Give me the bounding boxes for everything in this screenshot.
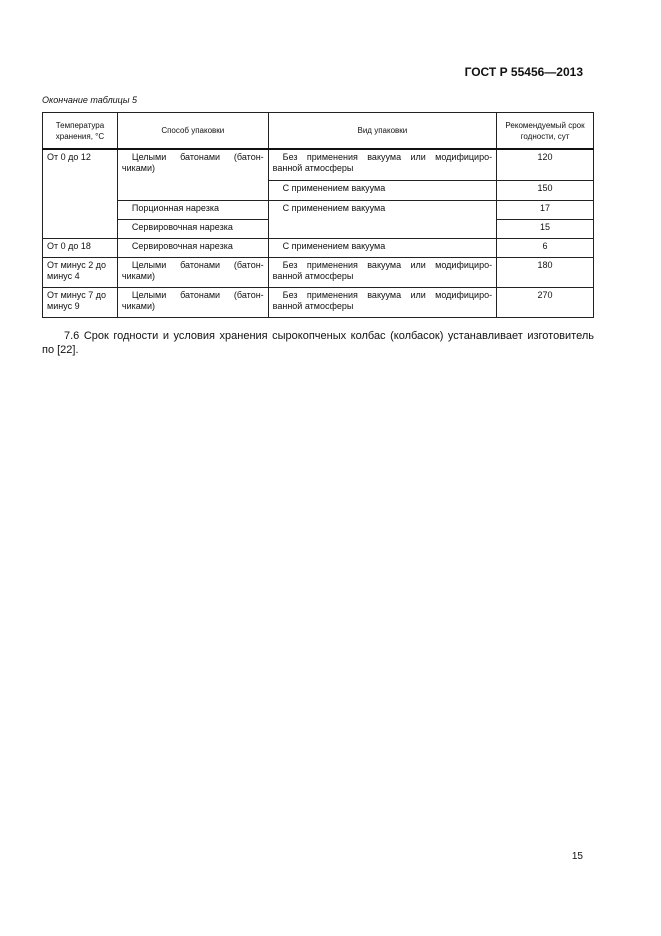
column-header: Вид упаковки — [268, 113, 496, 150]
cell: Сервировочная нарезка — [117, 219, 268, 238]
cell: 270 — [497, 287, 594, 317]
cell: От минус 7 до минус 9 — [43, 287, 118, 317]
table-row — [43, 257, 594, 287]
cell: Целыми батонами (батон-чиками) — [117, 149, 268, 200]
cell: 6 — [497, 238, 594, 257]
table-header-row — [43, 113, 594, 150]
cell: Без применения вакуума или модифициро-ванной атмосферы — [268, 257, 496, 287]
table-row — [43, 287, 594, 317]
cell: Целыми батонами (батон-чиками) — [117, 287, 268, 317]
cell: 120 — [497, 149, 594, 180]
cell: 17 — [497, 200, 594, 219]
cell: Сервировочная нарезка — [117, 238, 268, 257]
cell: 150 — [497, 180, 594, 200]
cell: 180 — [497, 257, 594, 287]
column-header: Способ упаковки — [117, 113, 268, 150]
table-caption: Окончание таблицы 5 — [42, 95, 137, 105]
cell: От 0 до 18 — [43, 238, 118, 257]
table-row — [43, 238, 594, 257]
column-header: Рекомендуемый срок годности, сут — [497, 113, 594, 150]
cell: Без применения вакуума или модифициро-ванной атмосферы — [268, 149, 496, 180]
table-row — [43, 200, 594, 219]
cell: Без применения вакуума или модифициро-ванной атмосферы — [268, 287, 496, 317]
cell: С применением вакуума — [268, 200, 496, 238]
storage-table — [42, 112, 594, 318]
table-row — [43, 149, 594, 180]
cell: С применением вакуума — [268, 238, 496, 257]
cell: С применением вакуума — [268, 180, 496, 200]
cell: От минус 2 до минус 4 — [43, 257, 118, 287]
cell: Порционная нарезка — [117, 200, 268, 219]
page-number: 15 — [571, 851, 583, 862]
cell: От 0 до 12 — [43, 149, 118, 238]
paragraph-7-6: 7.6 Срок годности и условия хранения сырокопченых колбас (колбасок) устанавливает изготовитель по [22]. — [42, 330, 594, 356]
cell: 15 — [497, 219, 594, 238]
column-header: Температура хранения, °С — [43, 113, 118, 150]
cell: Целыми батонами (батон-чиками) — [117, 257, 268, 287]
document-header: ГОСТ Р 55456—2013 — [464, 65, 583, 79]
